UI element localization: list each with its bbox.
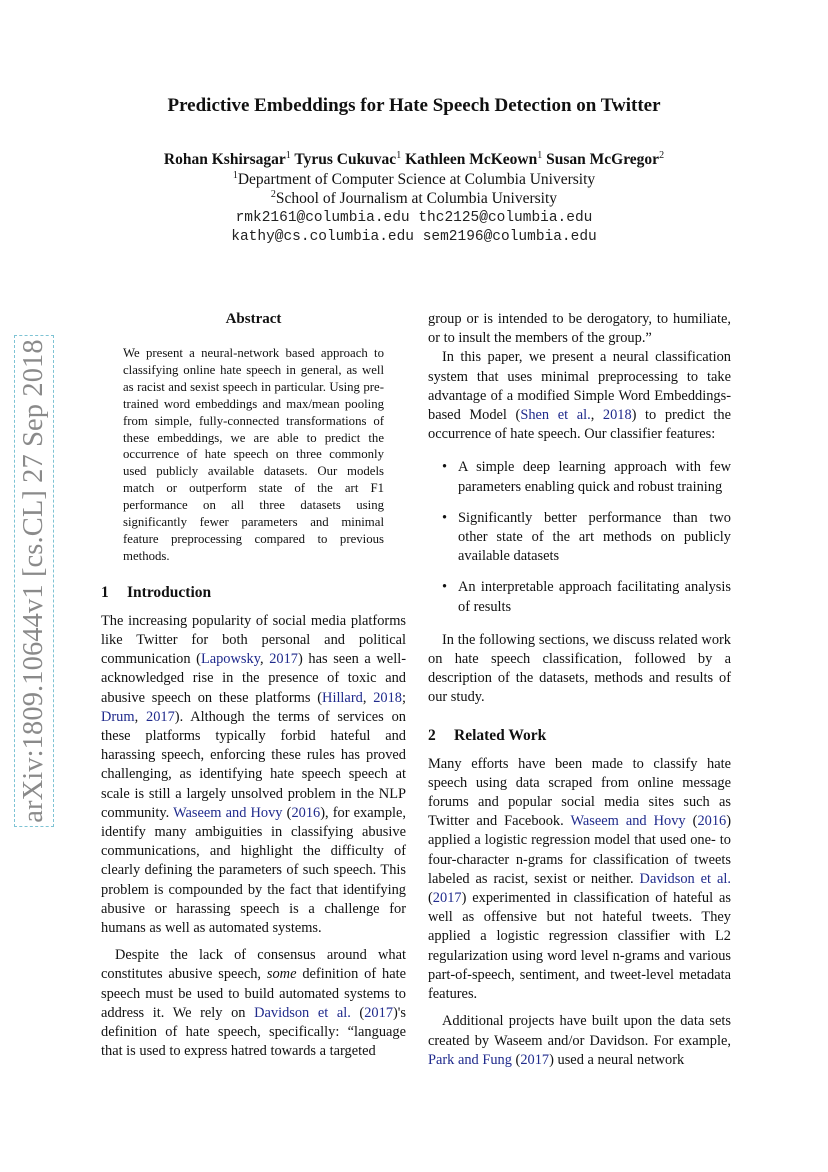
citation-link[interactable]: 2016	[697, 813, 727, 830]
citation-link[interactable]: 2018	[373, 689, 402, 706]
author-name: Tyrus Cukuvac	[294, 151, 397, 168]
text-run: ), for example, identify many ambiguities in classifying abusive communications, and highlight the difficulty of clearly defining the parameters of such speech. This problem is compounded by the fact that identifying abusive or harassing speech is a challenge for humans as well as automated systems.	[101, 804, 406, 937]
feature-item: • Significantly better performance than two other state of the art methods on publicly available datasets	[428, 509, 731, 567]
section-number: 2	[428, 726, 436, 744]
text-run: ,	[590, 407, 603, 424]
citation-link[interactable]: 2018	[602, 407, 632, 424]
author-sup: 1	[396, 149, 402, 161]
abstract-heading: Abstract	[225, 311, 282, 327]
arxiv-id: arXiv:1809.10644v1 [cs.CL] 27 Sep 2018	[18, 339, 49, 823]
citation-link[interactable]: 2017	[269, 651, 298, 668]
affiliation-sup: 1	[232, 169, 238, 181]
emphasis: some	[266, 966, 297, 983]
citation-link[interactable]: Hillard	[322, 689, 363, 706]
section-title: Introduction	[127, 583, 212, 601]
text-run: (	[428, 890, 433, 907]
author-name: Kathleen McKeown	[405, 151, 538, 168]
text-run: Despite the lack of consensus around what constitutes abusive speech,	[101, 947, 406, 983]
text-run: ) experimented in classification of hateful as well as offensive but not hateful tweets. They applied a logistic regression classifier with L2 regularization using word level n-grams and various part-of-speech, sentiment, and tweet-level metadata features.	[428, 890, 731, 1003]
paper-title: Predictive Embeddings for Hate Speech Detection on Twitter	[167, 95, 661, 116]
text-run: (	[685, 813, 698, 830]
paper-header	[0, 150, 828, 248]
text-run: Many efforts have been made to classify hate speech using data scraped from online message forums and popular social media sites such as Twitter and Facebook.	[428, 755, 731, 830]
affiliation-text: Department of Computer Science at Columbia University	[237, 170, 596, 188]
text-run: ,	[259, 651, 270, 668]
feature-list	[428, 458, 731, 616]
text-run: definition of hate speech must be used to build automated systems to address it. We rely on	[101, 966, 406, 1021]
right-column	[428, 310, 731, 1070]
email-line: rmk2161@columbia.edu thc2125@columbia.edu	[235, 209, 593, 226]
affiliation-text: School of Journalism at Columbia University	[275, 190, 558, 207]
author-name: Rohan Kshirsagar	[163, 151, 286, 168]
citation-link[interactable]: Waseem and Hovy	[570, 813, 686, 830]
citation-link[interactable]: Drum	[101, 708, 135, 725]
feature-item: • A simple deep learning approach with few parameters enabling quick and robust training	[428, 458, 731, 496]
citation-link[interactable]: Davidson et al.	[639, 870, 731, 887]
intro-paragraph: In the following sections, we discuss related work on hate speech classification, followed by a description of the datasets, methods and results of our study.	[428, 631, 731, 706]
author-name: Susan McGregor	[546, 151, 660, 168]
left-column	[101, 310, 406, 1061]
citation-link[interactable]: 2017	[146, 708, 175, 725]
section-heading-introduction	[101, 583, 406, 603]
abstract-text: We present a neural-network based approach to classifying online hate speech in general, as well as racist and sexist speech in particular. Using pre-trained word embeddings and max/mean pooling from simple, fully-connected transformations of these embeddings, we are able to predict the occurrence of hate speech on three commonly used publicly available datasets. Our models match or outperform state of the art F1 performance on all three datasets using significantly fewer parameters and minimal feature preprocessing compared to previous methods.	[123, 346, 384, 563]
text-run: (	[282, 804, 292, 821]
citation-link[interactable]: Davidson et al.	[254, 1004, 351, 1021]
citation-link[interactable]: 2017	[364, 1004, 394, 1021]
affiliation-sup: 2	[270, 188, 276, 200]
text-run: (	[511, 1051, 521, 1068]
text-run: ) applied a logistic regression model that used one- to four-character n-grams for classification of tweets labeled as racist, sexist or neither.	[428, 813, 732, 887]
author-sup: 1	[285, 149, 291, 161]
text-run: ) has seen a well-acknowledged rise in the presence of toxic and abusive speech on these platforms (	[101, 651, 406, 706]
author-list	[0, 150, 828, 170]
author-sup: 1	[537, 149, 543, 161]
arxiv-watermark	[14, 335, 54, 827]
text-run: (	[350, 1004, 365, 1021]
related-paragraph	[428, 1012, 731, 1070]
author-sup: 2	[659, 149, 665, 161]
intro-paragraph	[101, 946, 406, 1061]
feature-item: • An interpretable approach facilitating analysis of results	[428, 578, 731, 616]
text-run: ,	[362, 689, 374, 706]
text-run: ). Although the terms of services on these platforms typically forbid hateful and harassing speech, enforcing these rules has proved challenging, as identifying hate speech speech at scale is still a largely unsolved problem in the NLP community.	[101, 708, 407, 821]
text-run: ;	[402, 689, 406, 706]
citation-link[interactable]: Waseem and Hovy	[173, 804, 283, 821]
email-line: kathy@cs.columbia.edu sem2196@columbia.edu	[231, 229, 597, 245]
related-paragraph	[428, 755, 731, 1005]
citation-link[interactable]: 2016	[291, 804, 321, 821]
text-run: ) to predict the occurrence of hate speech. Our classifier features:	[428, 407, 731, 443]
citation-link[interactable]: Lapowsky	[200, 651, 260, 668]
citation-link[interactable]: Shen et al.	[520, 407, 591, 424]
text-run: )'s definition of hate speech, specifically: “language that is used to express hatred towards a targeted	[101, 1004, 407, 1060]
text-run: The increasing popularity of social media platforms like Twitter for both personal and political communication (	[101, 612, 406, 668]
citation-link[interactable]: 2017	[520, 1051, 550, 1068]
text-run: In this paper, we present a neural classification system that uses minimal preprocessing to take advantage of a modified Simple Word Embeddings-based Model (	[428, 349, 731, 424]
affiliation	[0, 170, 828, 190]
affiliation	[0, 189, 828, 209]
intro-paragraph-continued: group or is intended to be derogatory, to humiliate, or to insult the members of the group.”	[428, 311, 731, 347]
text-run: ,	[134, 708, 147, 725]
section-heading-related-work	[428, 726, 731, 746]
intro-paragraph	[428, 348, 731, 444]
citation-link[interactable]: 2017	[432, 890, 462, 907]
citation-link[interactable]: Park and Fung	[428, 1051, 512, 1068]
section-title: Related Work	[454, 726, 547, 744]
intro-paragraph	[101, 612, 406, 938]
text-run: Additional projects have built upon the data sets created by Waseem and/or Davidson. For example,	[428, 1013, 731, 1049]
text-run: ) used a neural network	[549, 1051, 685, 1068]
section-number: 1	[101, 583, 109, 601]
